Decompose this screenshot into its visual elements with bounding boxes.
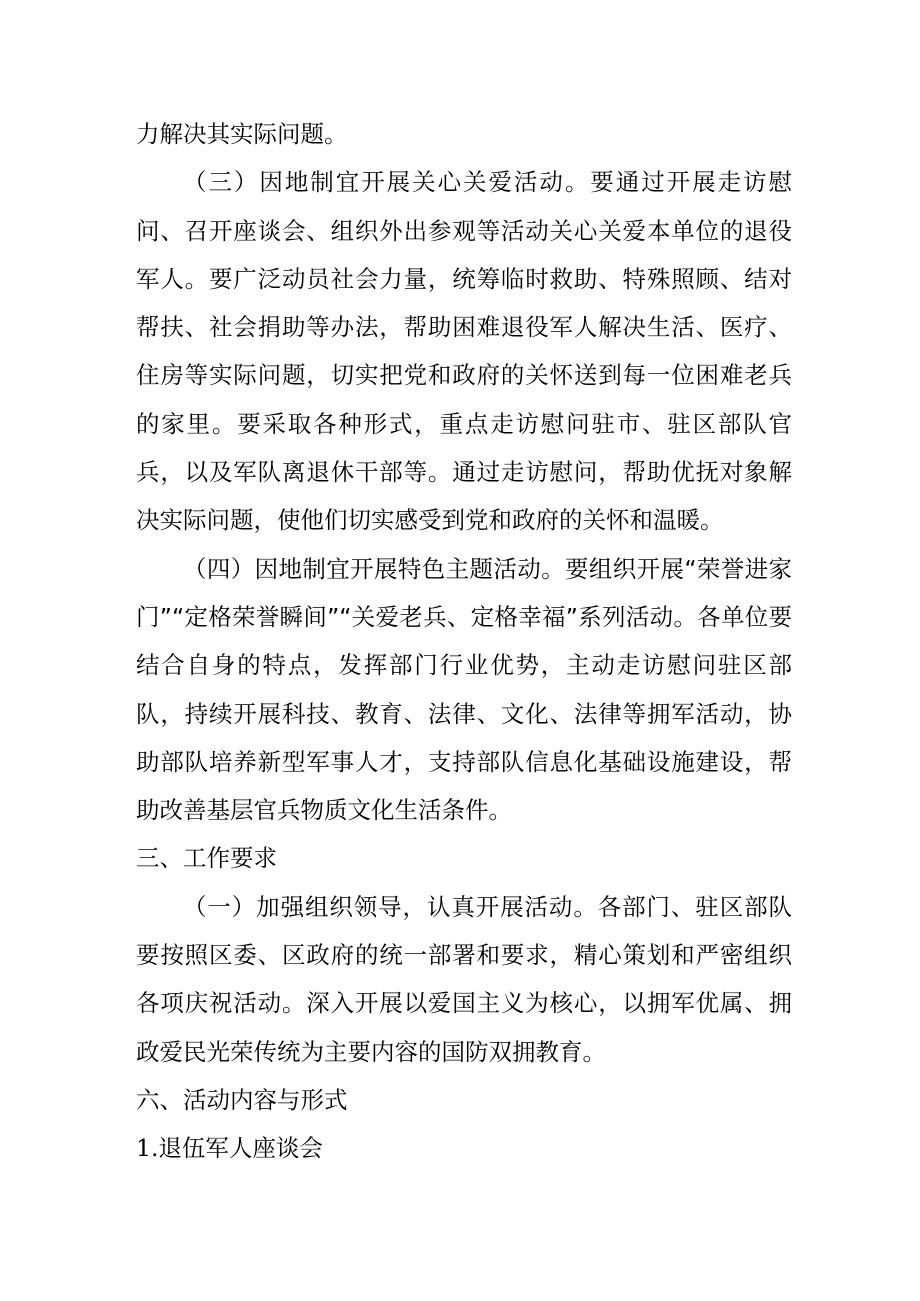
- list-item-veterans-forum: [136, 1124, 792, 1172]
- paragraph-care-activities: （三）因地制宜开展关心关爱活动。要通过开展走访慰问、召开座谈会、组织外出参观等活动关心关爱本单位的退役军人。要广泛动员社会力量，统筹临时救助、特殊照顾、结对帮扶、社会捐助等办法，帮助困难退役军人解决生活、医疗、住房等实际问题，切实把党和政府的关怀送到每一位困难老兵的家里。要采取各种形式，重点走访慰问驻市、驻区部队官兵，以及军队离退休干部等。通过走访慰问，帮助优抚对象解决实际问题，使他们切实感受到党和政府的关怀和温暖。: [136, 168, 792, 535]
- list-item-text: 退伍军人座谈会: [158, 1134, 323, 1163]
- document-body: [136, 110, 792, 1173]
- paragraph-theme-activities: （四）因地制宜开展特色主题活动。要组织开展“荣誉进家门”“定格荣誉瞬间”“关爱老兵、定格幸福”系列活动。各单位要结合自身的特点，发挥部门行业优势，主动走访慰问驻区部队，持续开展科技、教育、法律、文化、法律等拥军活动，协助部队培养新型军事人才，支持部队信息化基础设施建设，帮助改善基层官兵物质文化生活条件。: [136, 554, 792, 825]
- section-heading-work-requirements: 三、工作要求: [136, 844, 277, 873]
- list-item-number: 1.: [136, 1134, 159, 1163]
- section-heading-activity-content: 六、活动内容与形式: [136, 1085, 348, 1114]
- paragraph-organization-leadership: （一）加强组织领导，认真开展活动。各部门、驻区部队要按照区委、区政府的统一部署和要求，精心策划和严密组织各项庆祝活动。深入开展以爱国主义为核心，以拥军优属、拥政爱民光荣传统为主要内容的国防双拥教育。: [136, 892, 792, 1066]
- paragraph-continuation: 力解决其实际问题。: [136, 120, 348, 148]
